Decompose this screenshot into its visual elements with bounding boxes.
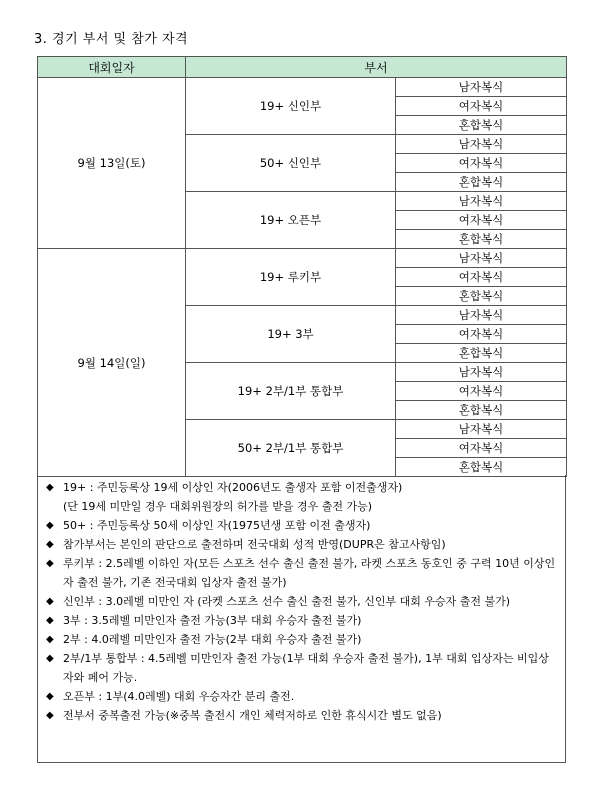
header-division: 부서 bbox=[186, 57, 567, 78]
event-cell: 여자복식 bbox=[396, 97, 567, 116]
note-item bbox=[46, 478, 557, 497]
diamond-bullet-icon: ◆ bbox=[46, 539, 54, 550]
division-cell: 19+ 루키부 bbox=[186, 249, 396, 306]
event-cell: 남자복식 bbox=[396, 135, 567, 154]
date-cell: 9월 14일(일) bbox=[38, 249, 186, 477]
division-cell: 19+ 신인부 bbox=[186, 78, 396, 135]
event-cell: 여자복식 bbox=[396, 268, 567, 287]
table-row bbox=[38, 249, 567, 268]
note-item bbox=[46, 706, 557, 725]
note-text: 50+ : 주민등록상 50세 이상인 자(1975년생 포함 이전 출생자) bbox=[63, 519, 371, 532]
note-item bbox=[46, 516, 557, 535]
event-cell: 남자복식 bbox=[396, 363, 567, 382]
table-body bbox=[38, 78, 567, 477]
event-cell: 남자복식 bbox=[396, 420, 567, 439]
note-text: 신인부 : 3.0레벨 미만인 자 (라켓 스포츠 선수 출신 출전 불가, 신인부 대회 우승자 출전 불가) bbox=[63, 595, 511, 608]
event-cell: 남자복식 bbox=[396, 192, 567, 211]
table-header-row bbox=[38, 57, 567, 78]
note-item bbox=[46, 687, 557, 706]
event-cell: 여자복식 bbox=[396, 211, 567, 230]
diamond-bullet-icon: ◆ bbox=[46, 615, 54, 626]
event-cell: 남자복식 bbox=[396, 249, 567, 268]
note-text: 참가부서는 본인의 판단으로 출전하며 전국대회 성적 반영(DUPR은 참고사항임) bbox=[63, 538, 446, 551]
diamond-bullet-icon: ◆ bbox=[46, 482, 54, 493]
date-cell: 9월 13일(토) bbox=[38, 78, 186, 249]
event-cell: 혼합복식 bbox=[396, 401, 567, 420]
event-cell: 여자복식 bbox=[396, 325, 567, 344]
note-item bbox=[46, 535, 557, 554]
division-cell: 19+ 2부/1부 통합부 bbox=[186, 363, 396, 420]
event-cell: 혼합복식 bbox=[396, 173, 567, 192]
event-cell: 남자복식 bbox=[396, 306, 567, 325]
event-cell: 혼합복식 bbox=[396, 116, 567, 135]
note-subtext: (단 19세 미만일 경우 대회위원장의 허가를 받을 경우 출전 가능) bbox=[63, 500, 373, 513]
note-text: 19+ : 주민등록상 19세 이상인 자(2006년도 출생자 포함 이전출생자) bbox=[63, 481, 403, 494]
division-cell: 50+ 2부/1부 통합부 bbox=[186, 420, 396, 477]
diamond-bullet-icon: ◆ bbox=[46, 691, 54, 702]
diamond-bullet-icon: ◆ bbox=[46, 653, 54, 664]
event-cell: 혼합복식 bbox=[396, 344, 567, 363]
note-item bbox=[46, 611, 557, 630]
event-cell: 혼합복식 bbox=[396, 287, 567, 306]
note-text: 루키부 : 2.5레벨 이하인 자(모든 스포츠 선수 출신 출전 불가, 라켓 스포츠 동호인 중 구력 10년 이상인자 출전 불가, 기존 전국대회 입상자 출전 불가) bbox=[63, 557, 556, 589]
diamond-bullet-icon: ◆ bbox=[46, 558, 54, 569]
table-row bbox=[38, 78, 567, 97]
note-text: 오픈부 : 1부(4.0레벨) 대회 우승자간 분리 출전. bbox=[63, 690, 295, 703]
diamond-bullet-icon: ◆ bbox=[46, 634, 54, 645]
note-item bbox=[46, 592, 557, 611]
division-cell: 19+ 3부 bbox=[186, 306, 396, 363]
event-cell: 여자복식 bbox=[396, 439, 567, 458]
division-cell: 19+ 오픈부 bbox=[186, 192, 396, 249]
header-date: 대회일자 bbox=[38, 57, 186, 78]
note-item bbox=[46, 649, 557, 687]
note-item bbox=[46, 554, 557, 592]
eligibility-notes bbox=[37, 475, 566, 763]
diamond-bullet-icon: ◆ bbox=[46, 520, 54, 531]
section-title: 3. 경기 부서 및 참가 자격 bbox=[34, 32, 189, 47]
note-text: 3부 : 3.5레벨 미만인자 출전 가능(3부 대회 우승자 출전 불가) bbox=[63, 614, 362, 627]
division-table bbox=[37, 56, 567, 477]
diamond-bullet-icon: ◆ bbox=[46, 710, 54, 721]
event-cell: 혼합복식 bbox=[396, 230, 567, 249]
event-cell: 혼합복식 bbox=[396, 458, 567, 477]
event-cell: 여자복식 bbox=[396, 154, 567, 173]
note-text: 2부/1부 통합부 : 4.5레벨 미만인자 출전 가능(1부 대회 우승자 출전 불가), 1부 대회 입상자는 비입상자와 페어 가능. bbox=[63, 652, 549, 684]
note-text: 전부서 중복출전 가능(※중복 출전시 개인 체력저하로 인한 휴식시간 별도 없음) bbox=[63, 709, 442, 722]
event-cell: 여자복식 bbox=[396, 382, 567, 401]
note-item bbox=[46, 630, 557, 649]
note-text: 2부 : 4.0레벨 미만인자 출전 가능(2부 대회 우승자 출전 불가) bbox=[63, 633, 362, 646]
event-cell: 남자복식 bbox=[396, 78, 567, 97]
division-cell: 50+ 신인부 bbox=[186, 135, 396, 192]
diamond-bullet-icon: ◆ bbox=[46, 596, 54, 607]
